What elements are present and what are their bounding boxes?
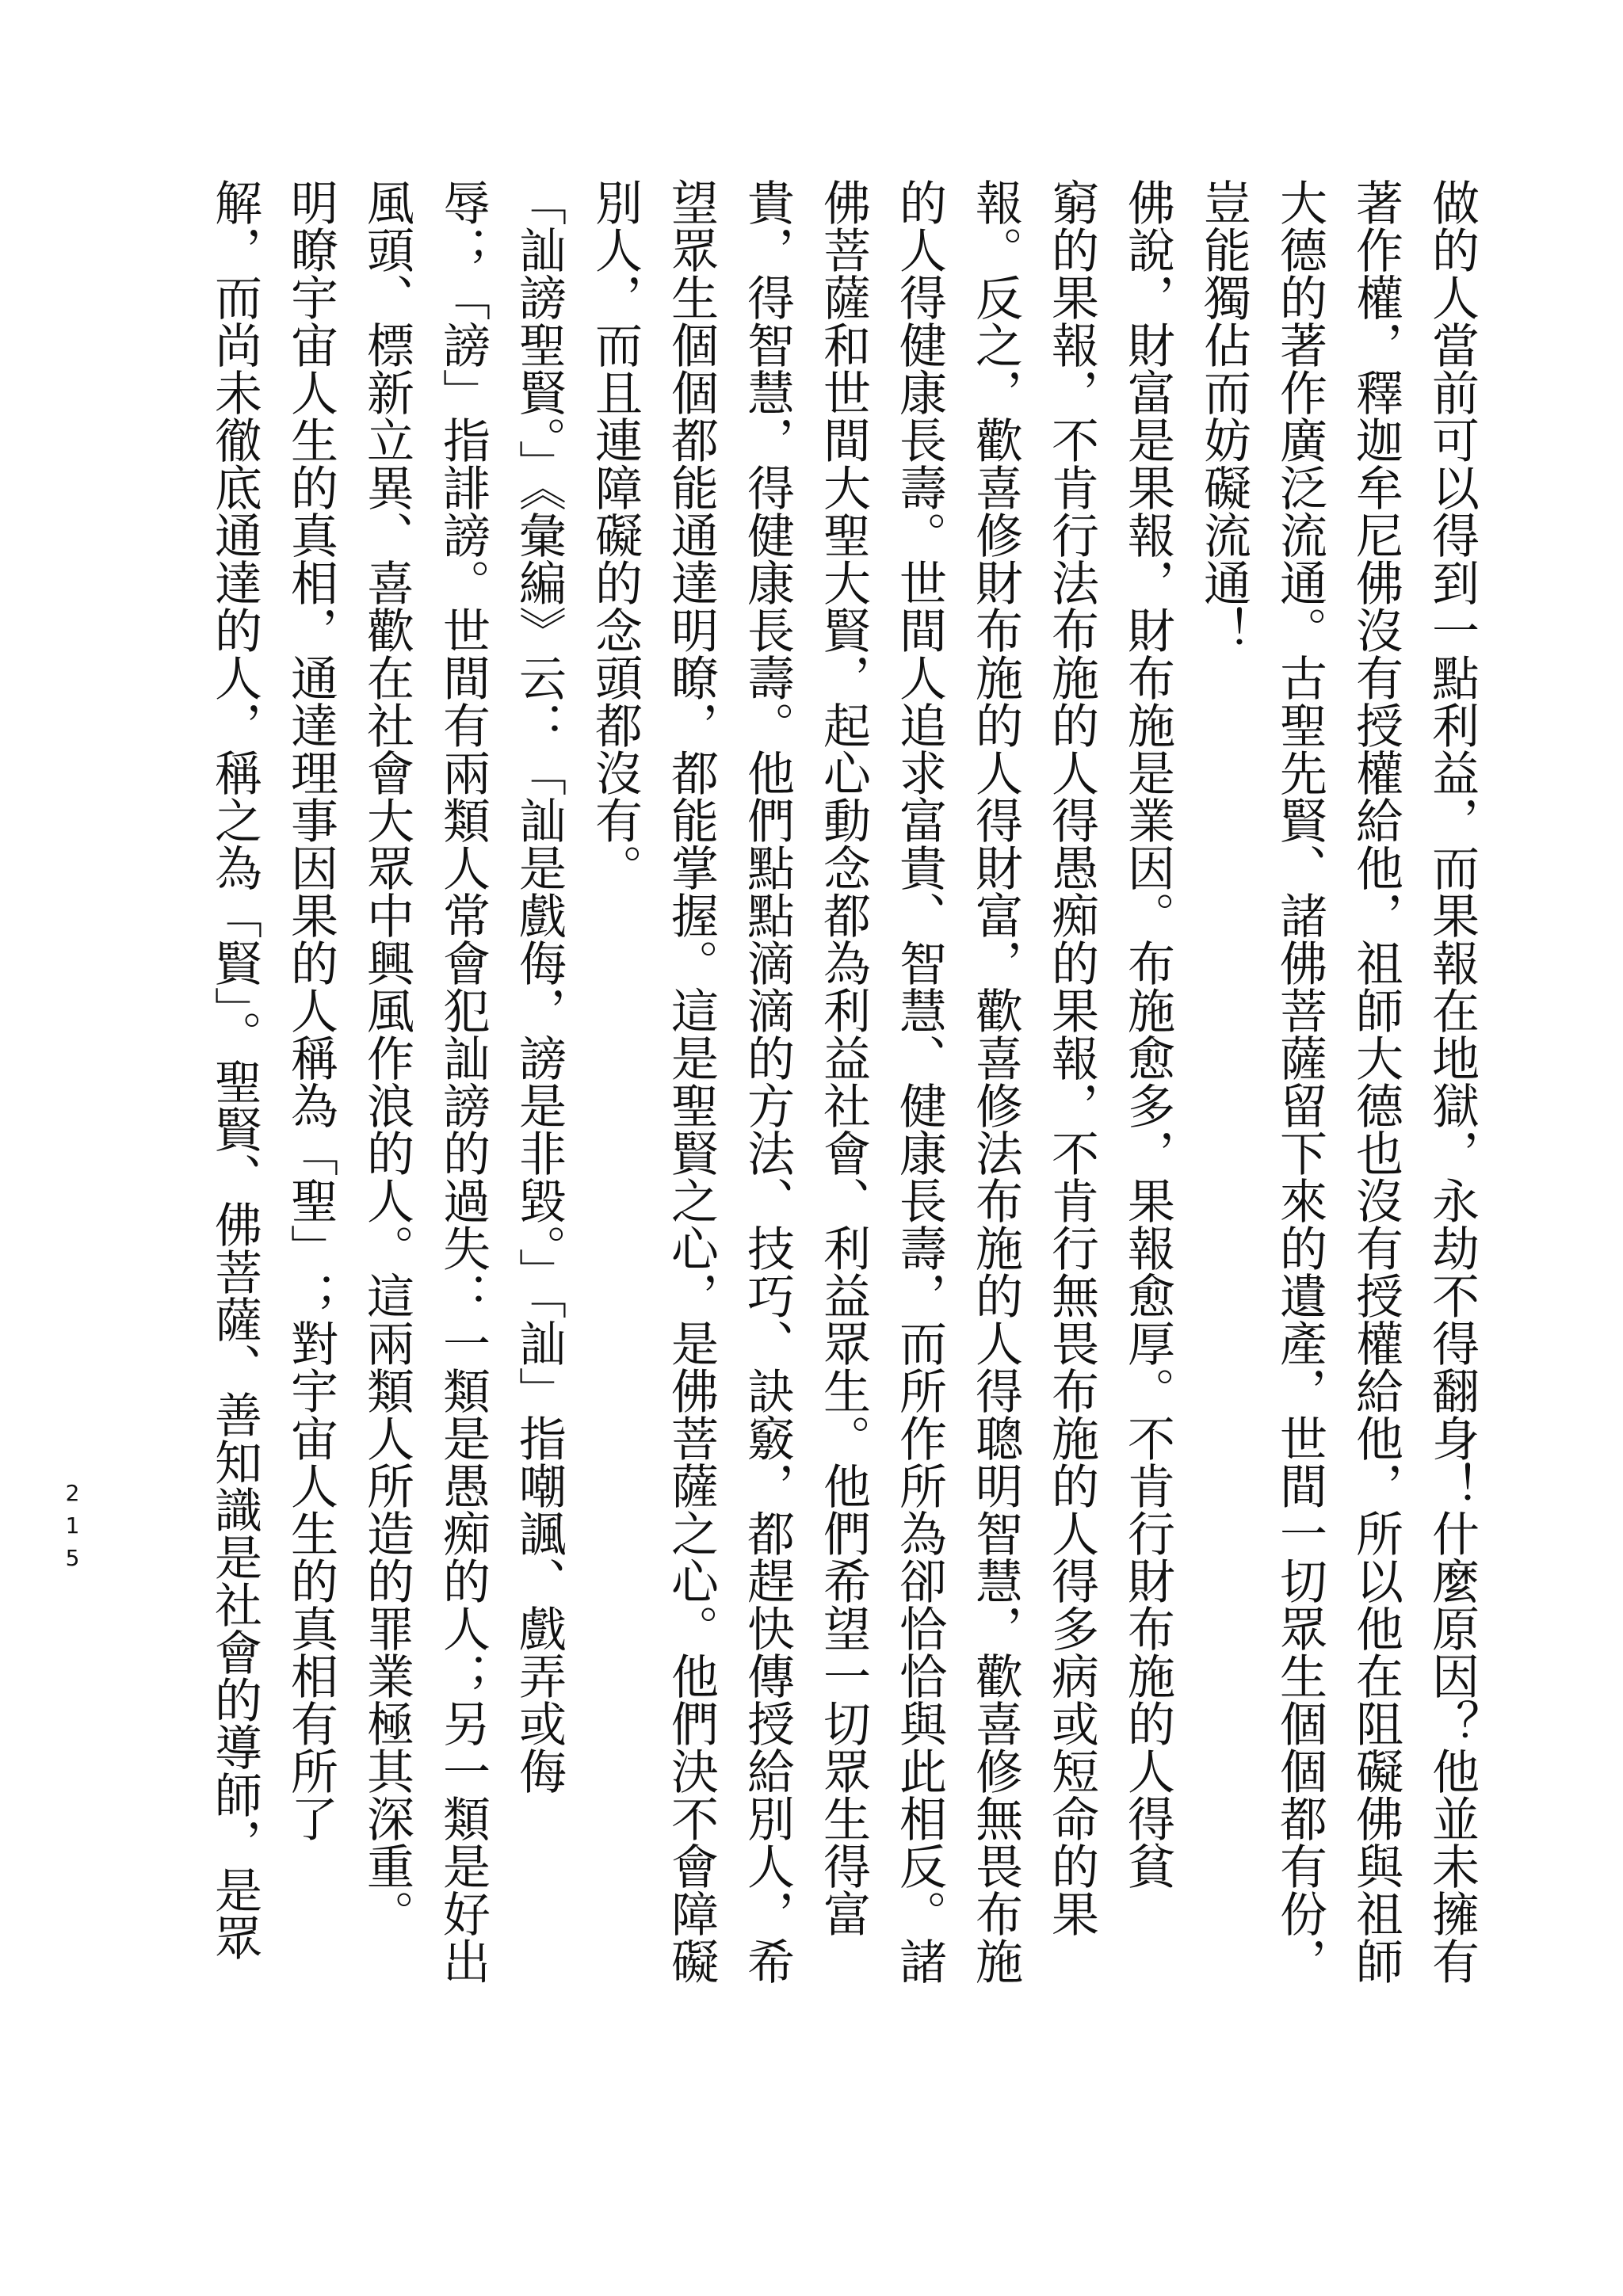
text-column: 的人得健康長壽。世間人追求富貴、智慧、健康長壽，而所作所為卻恰恰與此相反。諸 <box>892 178 947 1985</box>
text-column: 著作權，釋迦牟尼佛沒有授權給他，祖師大德也沒有授權給他，所以他在阻礙佛與祖師 <box>1348 178 1403 1985</box>
text-column: 做的人當前可以得到一點利益，而果報在地獄，永劫不得翻身！什麼原因？他並未擁有 <box>1424 178 1480 1985</box>
text-column: 貴，得智慧，得健康長壽。他們點點滴滴的方法、技巧、訣竅，都趕快傳授給別人，希 <box>739 178 795 1985</box>
text-column: 豈能獨佔而妨礙流通！ <box>1196 178 1251 654</box>
text-column-indented <box>1109 178 1186 2206</box>
text-column: 風頭、標新立異、喜歡在社會大眾中興風作浪的人。這兩類人所造的罪業極其深重。 <box>359 178 414 1937</box>
text-column-content: 明瞭宇宙人生的真相，通達理事因果的人稱為「聖」；對宇宙人生的真相有所了 <box>283 178 338 1842</box>
page-number: 215 <box>59 1480 86 1577</box>
text-column: 辱；「謗」指誹謗。世間有兩類人常會犯訕謗的過失：一類是愚痴的人；另一類是好出 <box>435 178 491 1985</box>
text-column: 大德的著作廣泛流通。古聖先賢、諸佛菩薩留下來的遺產，世間一切眾生個個都有份， <box>1272 178 1327 1985</box>
text-column: 解，而尚未徹底通達的人，稱之為「賢」。聖賢、佛菩薩、善知識是社會的導師，是眾 <box>207 178 262 1961</box>
text-column: 「訕謗聖賢。」《彙編》云：「訕是戲侮，謗是非毀。」「訕」指嘲諷、戲弄或侮 <box>511 178 567 1794</box>
text-column: 望眾生個個都能通達明瞭，都能掌握。這是聖賢之心，是佛菩薩之心。他們決不會障礙 <box>663 178 719 1985</box>
text-column-content: 佛說，財富是果報，財布施是業因。布施愈多，果報愈厚。不肯行財布施的人得貧 <box>1120 178 1175 1890</box>
text-column: 佛菩薩和世間大聖大賢，起心動念都為利益社會、利益眾生。他們希望一切眾生得富 <box>815 178 871 1937</box>
text-column: 別人，而且連障礙的念頭都沒有。 <box>587 178 643 891</box>
text-column-indented <box>273 178 349 2206</box>
text-column: 窮的果報，不肯行法布施的人得愚痴的果報，不肯行無畏布施的人得多病或短命的果 <box>1044 178 1099 1937</box>
body-text <box>143 178 1490 2206</box>
text-column: 報。反之，歡喜修財布施的人得財富，歡喜修法布施的人得聰明智慧，歡喜修無畏布施 <box>968 178 1023 1985</box>
